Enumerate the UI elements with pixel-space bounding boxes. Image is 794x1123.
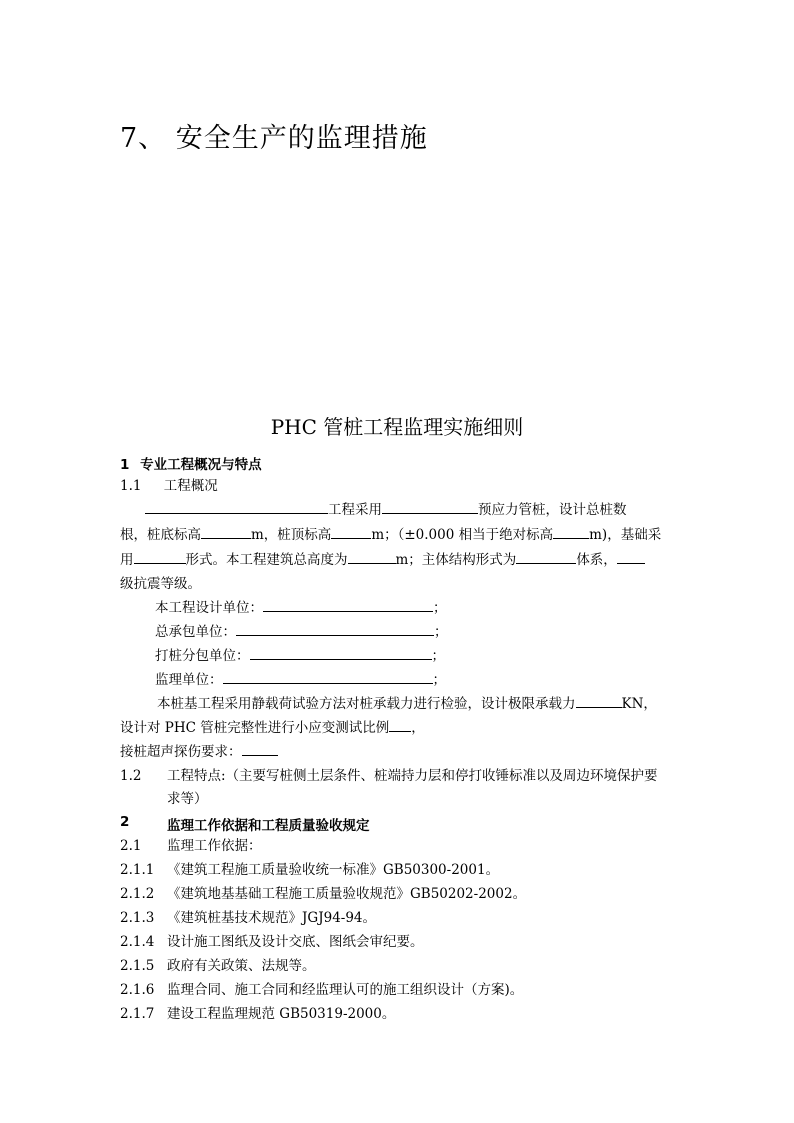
subsection-2-1-number: 2.1 <box>120 838 142 854</box>
test-text: 设计对 PHC 管桩完整性进行小应变测试比例 <box>120 720 390 736</box>
overview-text: m)，基础采 <box>589 527 662 543</box>
basis-item-number: 2.1.1 <box>120 862 155 878</box>
test-text: KN， <box>621 696 657 712</box>
blank-field <box>134 549 186 564</box>
overview-line-4 <box>120 572 201 596</box>
basis-item-text: 设计施工图纸及设计交底、图纸会审纪要。 <box>167 934 424 950</box>
general-contractor-field <box>236 621 434 636</box>
supervision-unit-line <box>155 668 446 692</box>
overview-text: 级抗震等级。 <box>120 576 201 592</box>
blank-field <box>553 524 589 539</box>
subsection-1-2-number: 1.2 <box>120 768 142 784</box>
line-end: ； <box>433 600 447 616</box>
section-title: 专业工程概况与特点 <box>140 457 262 473</box>
test-line-3 <box>120 740 278 764</box>
line-end: ； <box>431 648 445 664</box>
design-unit-label: 本工程设计单位： <box>155 600 263 616</box>
general-contractor-line <box>155 620 448 644</box>
section-number: 1 <box>120 457 130 473</box>
blank-field <box>201 524 251 539</box>
design-unit-field <box>263 597 433 612</box>
general-contractor-label: 总承包单位： <box>155 624 236 640</box>
overview-line-2 <box>120 523 661 547</box>
overview-text: 根，桩底标高 <box>120 527 201 543</box>
basis-item-text: 《建筑地基基础工程施工质量验收规范》GB50202-2002。 <box>167 886 527 902</box>
overview-text: 体系， <box>576 552 617 568</box>
blank-field <box>389 717 411 732</box>
basis-item-number: 2.1.6 <box>120 982 155 998</box>
line-end: ； <box>432 672 446 688</box>
basis-item-number: 2.1.3 <box>120 910 155 926</box>
overview-text: 形式。本工程建筑总高度为 <box>185 552 348 568</box>
basis-item-number: 2.1.5 <box>120 958 155 974</box>
test-text: 本桩基工程采用静载荷试验方法对桩承载力进行检验，设计极限承载力 <box>157 696 576 712</box>
basis-item-text: 《建筑工程施工质量验收统一标准》GB50300-2001。 <box>167 862 500 878</box>
supervision-unit-field <box>223 669 433 684</box>
section-2-title: 监理工作依据和工程质量验收规定 <box>167 818 370 834</box>
section-2-number: 2 <box>120 814 130 830</box>
supervision-unit-label: 监理单位： <box>155 672 223 688</box>
basis-item-text: 《建筑桩基技术规范》JGJ94-94。 <box>167 910 377 926</box>
piling-subcontractor-field <box>250 645 432 660</box>
document-title: PHC 管桩工程监理实施细则 <box>270 415 524 439</box>
blank-field <box>242 741 278 756</box>
overview-text: 工程采用 <box>328 502 382 518</box>
overview-line-3 <box>120 548 645 572</box>
subsection-1-2-text: 工程特点:（主要写桩侧土层条件、桩端持力层和停打收锤标准以及周边环境保护要 <box>167 768 658 784</box>
blank-field <box>576 693 622 708</box>
piling-subcontractor-label: 打桩分包单位： <box>155 648 250 664</box>
blank-field <box>617 549 645 564</box>
basis-item-number: 2.1.2 <box>120 886 155 902</box>
basis-item-number: 2.1.7 <box>120 1006 155 1022</box>
section-1-heading <box>120 453 262 473</box>
piling-subcontractor-line <box>155 644 445 668</box>
blank-field <box>145 499 328 514</box>
overview-text: m；主体结构形式为 <box>395 552 517 568</box>
blank-field <box>348 549 396 564</box>
overview-text: m，桩顶标高 <box>251 527 332 543</box>
test-text: ， <box>411 720 425 736</box>
basis-item-text: 建设工程监理规范 GB50319-2000。 <box>167 1006 396 1022</box>
basis-item-text: 监理合同、施工合同和经监理认可的施工组织设计（方案)。 <box>167 982 524 998</box>
overview-text: m；（±0.000 相当于绝对标高 <box>371 527 554 543</box>
overview-line-1 <box>145 498 627 522</box>
blank-field <box>382 499 478 514</box>
test-text: 接桩超声探伤要求： <box>120 744 242 760</box>
design-unit-line <box>155 596 447 620</box>
subsection-number: 1.1 <box>120 478 142 494</box>
basis-item-text: 政府有关政策、法规等。 <box>167 958 316 974</box>
subsection-1-1 <box>120 474 218 498</box>
line-end: ； <box>434 624 448 640</box>
overview-text: 用 <box>120 552 134 568</box>
test-line-2 <box>120 716 425 740</box>
subsection-title: 工程概况 <box>163 478 218 494</box>
blank-field <box>516 549 576 564</box>
test-line-1 <box>157 692 657 716</box>
blank-field <box>331 524 371 539</box>
overview-text: 预应力管桩，设计总桩数 <box>478 502 627 518</box>
basis-item-number: 2.1.4 <box>120 934 155 950</box>
page-heading: 7、 安全生产的监理措施 <box>120 123 428 154</box>
subsection-1-2-text-cont: 求等） <box>167 791 208 807</box>
subsection-2-1-title: 监理工作依据： <box>167 838 262 854</box>
